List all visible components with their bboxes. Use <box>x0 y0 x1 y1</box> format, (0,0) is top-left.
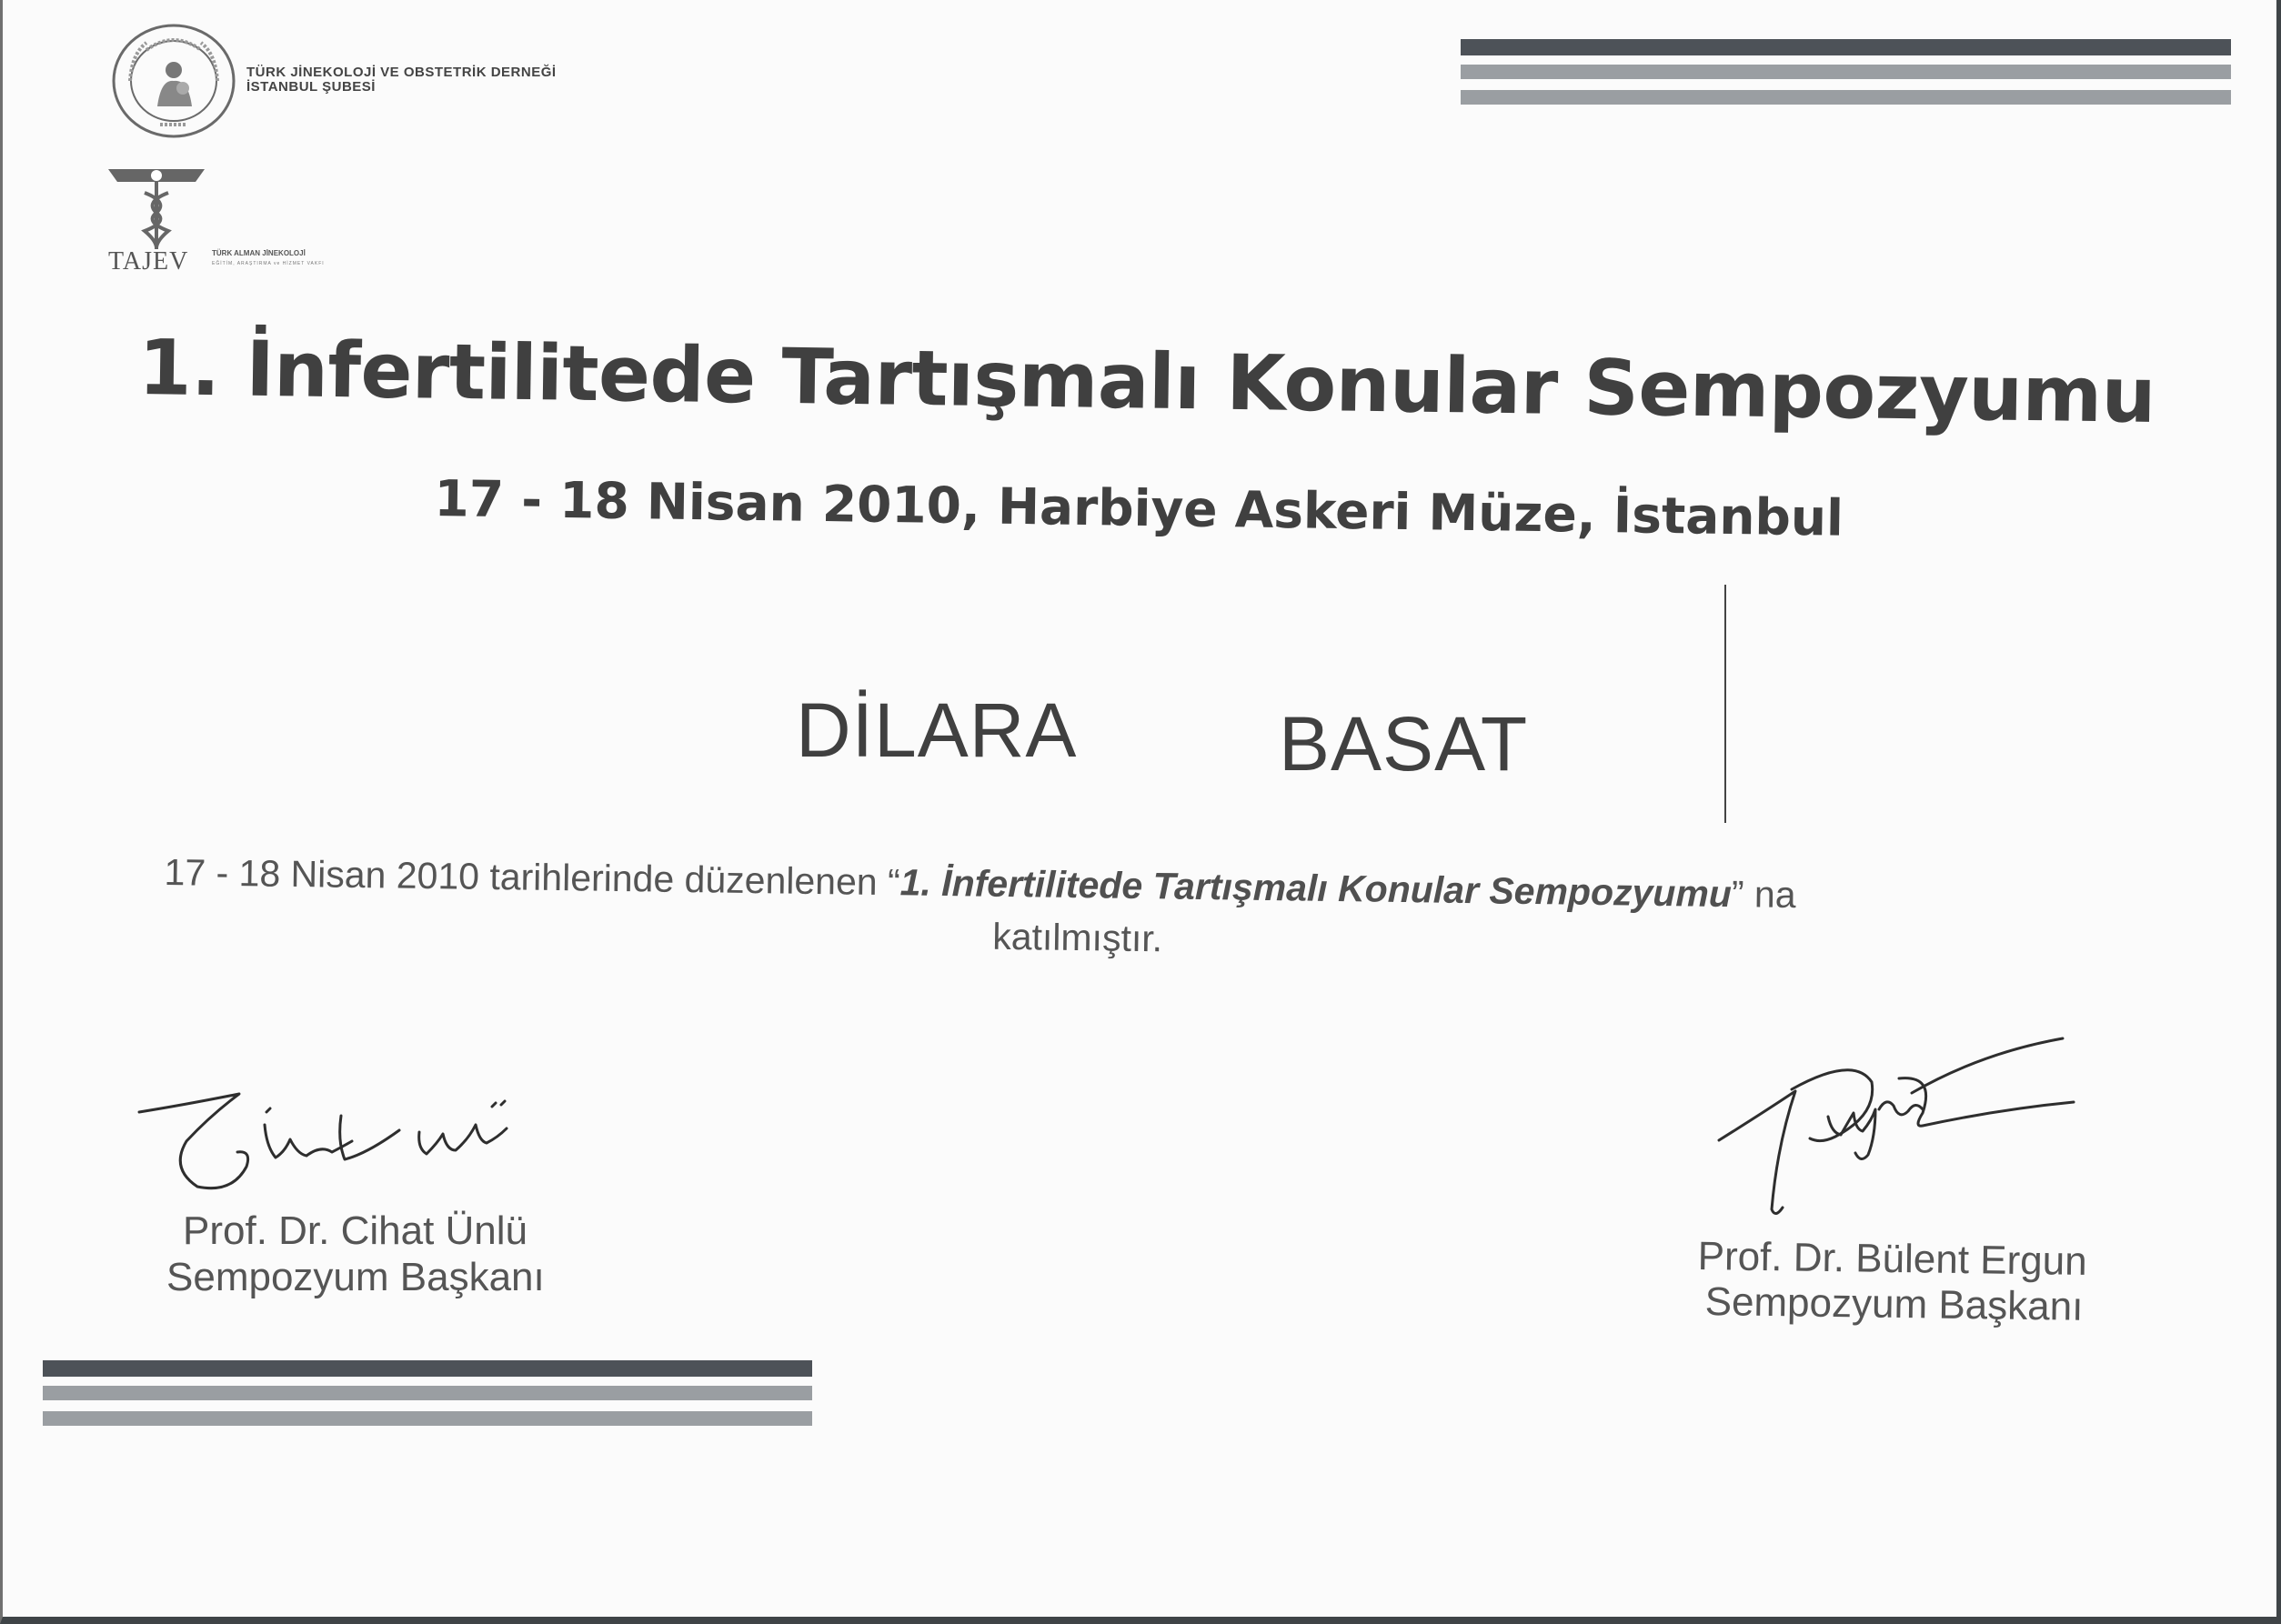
tajev-tagline: EĞİTİM, ARAŞTIRMA ve HİZMET VAKFI <box>212 261 325 266</box>
certificate-body <box>163 846 2119 978</box>
top-stripes <box>1461 39 2231 123</box>
stripe-light <box>43 1386 812 1400</box>
stripe-dark <box>1461 39 2231 55</box>
signatory-2-role: Sempozyum Başkanı <box>1704 1279 2084 1329</box>
bottom-stripes <box>43 1360 812 1442</box>
tajev-logo-text: TAJEV <box>108 247 189 276</box>
stripe-light <box>1461 90 2231 105</box>
signature-cihat-unlu <box>130 1068 621 1223</box>
body-suffix: ” na <box>1731 873 1796 917</box>
signatory-1-name: Prof. Dr. Cihat Ünlü <box>183 1208 528 1253</box>
body-event-name: 1. İnfertilitede Tartışmalı Konular Sempozyumu <box>899 861 1733 916</box>
certificate-title: 1. İnfertilitede Tartışmalı Konular Sempozyumu <box>137 323 2156 440</box>
body-line2: katılmıştır. <box>991 915 1163 960</box>
vertical-rule <box>1724 585 1726 823</box>
association-seal-logo <box>110 23 237 139</box>
signatory-1-role: Sempozyum Başkanı <box>166 1255 545 1299</box>
body-prefix: 17 - 18 Nisan 2010 tarihlerinde düzenlenen “ <box>164 850 900 904</box>
stripe-light <box>43 1411 812 1426</box>
association-name-line1: TÜRK JİNEKOLOJİ VE OBSTETRİK DERNEĞİ <box>246 65 557 80</box>
recipient-first-name: DİLARA <box>796 687 1078 773</box>
recipient-last-name: BASAT <box>1279 701 1529 787</box>
stripe-dark <box>43 1360 812 1377</box>
association-name <box>246 65 557 95</box>
signature-bulent-ergun <box>1708 1037 2108 1246</box>
association-name-line2: İSTANBUL ŞUBESİ <box>246 79 376 95</box>
stripe-light <box>1461 65 2231 79</box>
certificate-subtitle: 17 - 18 Nisan 2010, Harbiye Askeri Müze, İstanbul <box>434 469 1844 547</box>
tajev-name: TÜRK ALMAN JİNEKOLOJİ <box>212 249 306 257</box>
signatory-2-name: Prof. Dr. Bülent Ergun <box>1697 1234 2087 1284</box>
